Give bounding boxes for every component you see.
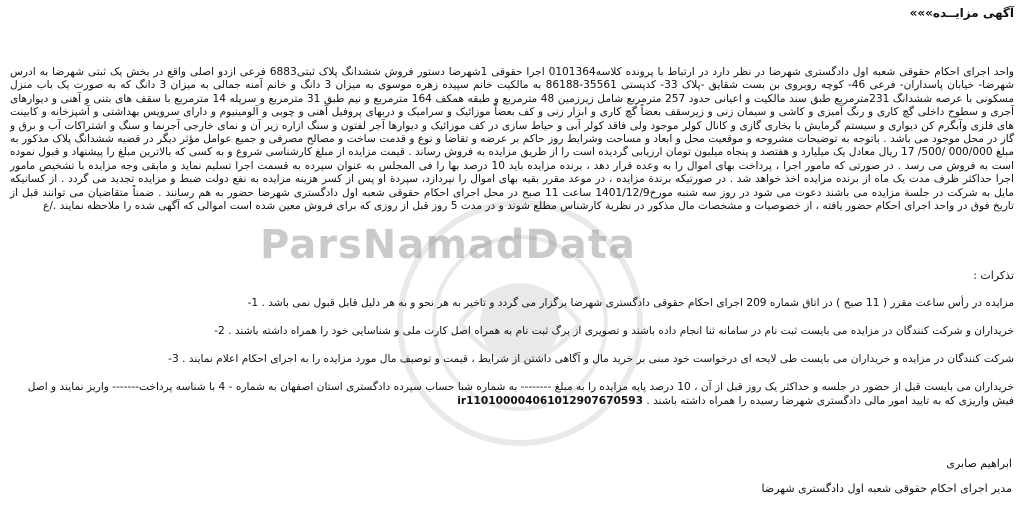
signatory-title: مدیر اجرای احکام حقوقی شعبه اول دادگستری شهرضا	[761, 482, 1012, 495]
notes-heading: تذکرات :	[973, 269, 1014, 282]
note-item: مزایده در رأس ساعت مقرر ( 11 صبح ) در اتاق شماره 209 اجرای احکام حقوقی دادگستری شهرضا برگزار می گردد و تاخیر به هر نحو و به هر دلیل قابل قبول نمی باشد . 1-	[247, 297, 1014, 309]
note-item: شرکت کنندگان در مزایده و خریداران می بایست طی لایحه ای درخواست خود مبنی بر خرید مال و آگاهی داشتن از شرایط ، قیمت و توصیف مال مورد مزایده را به اجرای احکام اعلام نمایند . 3-	[168, 353, 1014, 365]
iban-number: ir110100004061012907670593	[457, 395, 644, 407]
note-item-payment	[10, 380, 1014, 408]
signatory-name: ابراهیم صابری	[946, 457, 1012, 470]
note-item: خریداران و شرکت کنندگان در مزایده می بایست ثبت نام در سامانه ثنا انجام داده باشند و تصویری از برگ ثبت نام به همراه اصل کارت ملی و شناسایی خود را همراه داشته باشند . 2-	[214, 325, 1014, 337]
page-title: آگهی مزایــده»»»	[909, 6, 1014, 20]
note-item-text: خریداران می بایست قبل از حضور در جلسه و حداکثر یک روز قبل از آن ، 10 درصد پایه مزایده را به مبلغ -------- به شماره شبا حساب سپرده دادگستری استان اصفهان به شماره - 4 با شناسه پرداخت------- واریز نمایند و اصل فیش واریزی که به تایید امور مالی دادگستری شهرضا رسیده را همراه داشته باشند .	[27, 381, 1014, 407]
announcement-body: واحد اجرای احکام حقوقی شعبه اول دادگستری شهرضا در نظر دارد در ارتباط با پرونده کلاسه0101364 اجرا حقوقی 1شهرضا دستور فروش ششدانگ پلاک ثبتی6883 فرعی ازدو اصلی واقع در بخش یک ثبتی شهرضا به ادرس شهرضا- خیابان پاسداران- فرعی 46- کوچه روبروی بن بست شقایق -پلاک 33- کدپستی 35561-86188 به مالکیت خانم سپیده زهره موسوی به میزان 3 دانگ و خانم آمنه جمالی به میزان 3 دانگ که به صورت یک باب منزل مسکونی با عرصه ششدانگ 231مترمربع طبق سند مالکیت و اعیانی حدود 257 مترمربع شامل زیرزمین 48 مترمربع و طبقه همکف 164 مترمربع و نیم طبق 31 مترمربع و سرپله 14 مترمربع با سقف های بتنی و آهنی و دیوارهای آجری و سطوح داخلی گچ کاری و رنگ آمیزی و کاشی و سیمان زنی و زیرسقف بعضاً گچ کاری و ابزار زنی و کف بعضاً موزائیک و سرامیک و دربهای پروفیل آهنی و چوبی و آلومینیوم و دارای سرویس بهداشتی و آشپزخانه و کابینت های فلزی وآبگرم کن دیواری و سیستم گرمایش با بخاری گازی و کانال کولر موجود ولی فاقد کولر آبی و حیاط سازی در کف موزائیک و دیوارها آجر لفتون و سنگ ازاره زیر آن و نمای خارجی آجرنما و سنگ و اشتراکات آب و برق و گاز در محل موجود می باشد . باتوجه به توضیحات مشروحه و موقعیت محل و ابعاد و مساحت وشرایط روز حاکم بر عرضه و تقاضا و نوع و قدمت ساخت و مصالح مصرفی و جمیع عوامل مؤثر دیگر در قضیه ششدانگ پلاک مذکور به مبلغ 000/000 /500/ 17 ریال معادل یک میلیارد و هفتصد و پنجاه میلیون تومان ارزیابی گردیده است را از طریق مزایده به فروش رساند . قیمت مزایده از مبلغ کارشناسی شروع و به کسی که بالاترین مبلغ را پیشنهاد و قبول نموده است به فروش می رسد . در صورتی که مامور اجرا ، پرداخت بهای اموال را به وعده قرار دهد ، برنده مزایده باید 10 درصد بها را فی المجلس به عنوان سپرده به قسمت اجرا تسلیم نماید و مابقی وجه مزایده با تشخیص مامور اجرا حداکثر ظرف مدت یک ماه از برنده مزایده اخذ خواهد شد . در صورتیکه برندة مزایده ، در موعد مقرر بقیه بهای اموال را نپردازد، سپردة او پس از کسر هزینه مزایده به نفع دولت ضبط و مزایده تجدید می گردد . از کسانیکه مایل به شرکت در جلسة مزایده می باشند دعوت می شود در روز سه شنبه مورخ1401/12/9 ساعت 11 صبح در محل اجرای احکام حقوقی شعبه اول دادگستری شهرضا حضور به هم رسانند . ضمناً متقاضیان می توانند قبل از تاریخ فوق در واحد اجرای احکام حضور یافته ، از خصوصیات و مشخصات مال مذکور در نظریة کارشناس مطلع شوند و در مدت 5 روز قبل از روزی که برای فروش معین شده است اموالی که آگهی شده را ملاحظه نمایند ./ع	[10, 66, 1014, 213]
watermark-text: ParsNamadData	[260, 222, 636, 268]
